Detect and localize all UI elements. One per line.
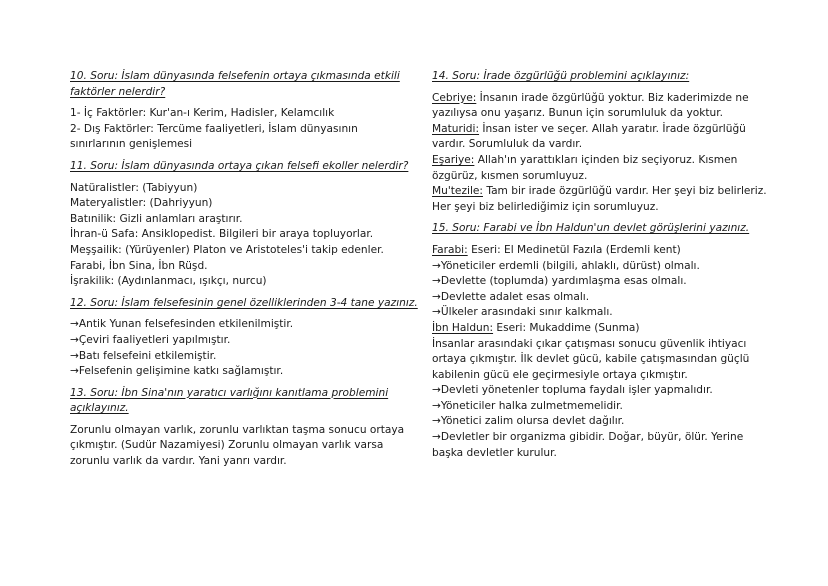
left-column [70, 69, 418, 470]
bullet-item [432, 414, 762, 430]
bullet-item [432, 399, 762, 415]
arrow-icon: → [432, 415, 441, 428]
bullet-item [432, 383, 762, 399]
bullet-item [432, 430, 762, 446]
question-15-answer [432, 243, 762, 461]
answer-line: kabilenin gücü ele geçirmesiyle ortaya çıkmıştır. [432, 368, 688, 381]
haldun-text: Eseri: Mukaddime (Sunma) [493, 321, 640, 334]
bullet-text: Batı felsefeini etkilemiştir. [78, 349, 217, 362]
answer-line: İnsanlar arasındaki çıkar çatışması sonucu güvenlik ihtiyacı [432, 337, 747, 350]
answer-line: Zorunlu olmayan varlık, zorunlu varlıktan taşma sonucu ortaya [70, 423, 405, 436]
arrow-icon: → [432, 275, 441, 288]
question-15-title [432, 221, 762, 237]
answer-line: 2- Dış Faktörler: Tercüme faaliyetleri, İslam dünyasının [70, 122, 358, 135]
question-12-title-line: 12. Soru: İslam felsefesinin genel özelliklerinden 3-4 tane yazınız. [70, 296, 418, 309]
bullet-text: Devletler bir organizma gibidir. Doğar, büyür, ölür. Yerine [440, 431, 744, 444]
arrow-icon: → [432, 384, 441, 397]
bullet-item [432, 259, 762, 275]
arrow-icon: → [432, 399, 441, 412]
farabi-text: Eseri: El Medinetül Fazıla (Erdemli kent) [467, 243, 681, 256]
answer-line: Farabi, İbn Sina, İbn Rüşd. [70, 259, 208, 272]
arrow-icon: → [432, 259, 441, 272]
bullet-item [70, 317, 405, 333]
question-10-title-line-1: 10. Soru: İslam dünyasında felsefenin ortaya çıkmasında etkili [70, 70, 400, 82]
question-13-answer [70, 423, 405, 470]
maturidi-label: Maturidi: [432, 122, 480, 135]
bullet-item [70, 364, 405, 380]
answer-line: zorunlu varlık da vardır. Yani yanrı vardır. [70, 455, 287, 468]
maturidi-text: İnsan ister ve seçer. Allah yaratır. İrade özgürlüğü [479, 122, 746, 135]
question-11-title-line: 11. Soru: İslam dünyasında ortaya çıkan felsefi ekoller nelerdir? [70, 159, 409, 172]
question-12-title [70, 296, 418, 312]
answer-line: sınırlarının genişlemesi [70, 138, 193, 151]
question-13-title-line-2: açıklayınız. [70, 402, 129, 415]
answer-line: İhran-ü Safa: Ansiklopedist. Bilgileri bir araya topluyorlar. [70, 228, 374, 241]
bullet-text: Çeviri faaliyetleri yapılmıştır. [78, 333, 231, 346]
mutezile-text: Tam bir irade özgürlüğü vardır. Her şeyi biz belirleriz. [482, 185, 767, 198]
cebriye-label: Cebriye: [432, 91, 477, 104]
answer-line: ortaya çıkmıştır. İlk devlet gücü, kabile çatışmasından güçlü [432, 353, 750, 366]
answer-line: Natüralistler: (Tabiyyun) [70, 181, 198, 194]
question-12-answer [70, 317, 405, 379]
farabi-label: Farabi: [432, 243, 468, 256]
arrow-icon: → [70, 349, 79, 362]
question-14-title-line: 14. Soru: İrade özgürlüğü problemini açıklayınız: [432, 70, 690, 82]
question-10-answer [70, 106, 405, 153]
question-14-answer [432, 91, 767, 216]
question-13-title-line-1: 13. Soru: İbn Sina'nın yaratıcı varlığını kanıtlama problemini [70, 386, 389, 399]
bullet-item [432, 290, 762, 306]
esariye-text: Allah'ın yarattıkları içinden biz seçiyoruz. Kısmen [474, 153, 738, 166]
bullet-text: Devleti yönetenler topluma faydalı işler yapmalıdır. [440, 384, 713, 397]
haldun-label: İbn Haldun: [432, 321, 494, 334]
mutezile-cont: Her şeyi biz belirlediğimiz için sorumluyuz. [432, 200, 659, 213]
bullet-item [70, 349, 405, 365]
arrow-icon: → [432, 306, 441, 319]
question-13-title [70, 386, 405, 417]
haldun-line [432, 321, 762, 337]
cebriye-line [432, 91, 762, 107]
arrow-icon: → [70, 365, 79, 378]
bullet-text: Yöneticiler halka zulmetmemelidir. [440, 399, 623, 412]
answer-line: Batınilik: Gizli anlamları araştırır. [70, 212, 243, 225]
bullet-text: Felsefenin gelişimine katkı sağlamıştır. [78, 365, 284, 378]
right-column [432, 69, 767, 461]
mutezile-line [432, 184, 767, 200]
bullet-text: Devlette (toplumda) yardımlaşma esas olmalı. [440, 275, 687, 288]
answer-line: İşrakilik: (Aydınlanmacı, ışıkçı, nurcu) [70, 275, 267, 288]
bullet-text: Yöneticiler erdemli (bilgili, ahlaklı, dürüst) olmalı. [440, 259, 700, 272]
arrow-icon: → [70, 333, 79, 346]
farabi-line [432, 243, 762, 259]
arrow-icon: → [432, 290, 441, 303]
answer-line: 1- İç Faktörler: Kur'an-ı Kerim, Hadisler, Kelamcılık [70, 107, 335, 120]
question-14-title [432, 69, 762, 85]
question-15-title-line: 15. Soru: Farabi ve İbn Haldun'un devlet görüşlerini yazınız. [432, 222, 750, 235]
mutezile-label: Mu'tezile: [432, 185, 483, 198]
arrow-icon: → [70, 318, 79, 331]
question-10-title [70, 69, 405, 100]
answer-line: başka devletler kurulur. [432, 446, 557, 459]
bullet-item [70, 333, 405, 349]
answer-line: Materyalistler: (Dahriyyun) [70, 197, 213, 210]
bullet-text: Yönetici zalim olursa devlet dağılır. [440, 415, 625, 428]
bullet-text: Antik Yunan felsefesinden etkilenilmiştir. [78, 318, 294, 331]
bullet-item [432, 274, 762, 290]
bullet-item [432, 305, 762, 321]
question-11-title [70, 159, 409, 175]
question-10-title-line-2: faktörler nelerdir? [70, 85, 166, 98]
arrow-icon: → [432, 431, 441, 444]
answer-line: Meşşailik: (Yürüyenler) Platon ve Aristoteles'i takip edenler. [70, 243, 384, 256]
question-11-answer [70, 181, 405, 290]
cebriye-cont: yazılıysa onu yaşarız. Bunun için sorumluluk da yoktur. [432, 107, 724, 120]
esariye-line [432, 153, 762, 169]
bullet-text: Devlette adalet esas olmalı. [440, 290, 590, 303]
maturidi-cont: vardır. Sorumluluk da vardır. [432, 138, 583, 151]
cebriye-text: İnsanın irade özgürlüğü yoktur. Biz kaderimizde ne [476, 91, 749, 104]
esariye-cont: özgürüz, kısmen sorumluyuz. [432, 169, 588, 182]
answer-line: çıkmıştır. (Sudür Nazamiyesi) Zorunlu olmayan varlık varsa [70, 439, 384, 452]
bullet-text: Ülkeler arasındaki sınır kalkmalı. [440, 306, 613, 319]
maturidi-line [432, 122, 762, 138]
esariye-label: Eşariye: [432, 153, 475, 166]
